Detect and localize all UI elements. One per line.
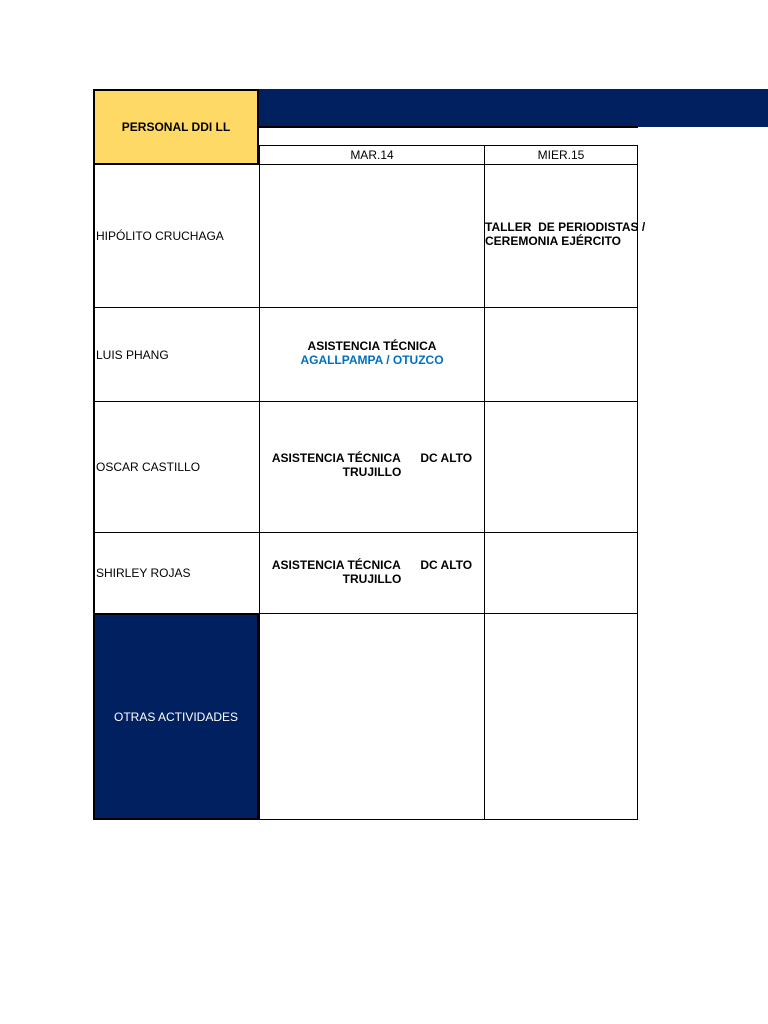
activity-cell-oscar-mier15 <box>484 401 638 533</box>
activity-location: AGALLPAMPA / OTUZCO <box>300 353 444 367</box>
activity-cell-hipolito-mar14 <box>259 164 485 308</box>
activity-line: TRUJILLO <box>342 572 402 586</box>
name-label: HIPÓLITO CRUCHAGA <box>96 229 224 243</box>
name-cell-luis <box>93 307 260 402</box>
name-label: SHIRLEY ROJAS <box>96 566 191 580</box>
activity-cell-hipolito-mier15 <box>484 164 646 308</box>
header-underline <box>259 126 638 128</box>
header-banner <box>259 89 768 127</box>
activity-text <box>260 451 484 479</box>
date-label-mar14: MAR.14 <box>350 148 394 162</box>
date-label-mier15: MIER.15 <box>537 148 585 162</box>
activity-line: CEREMONIA EJÉRCITO <box>485 234 622 248</box>
personal-header-label: PERSONAL DDI LL <box>121 120 231 134</box>
activity-cell-luis-mar14 <box>259 307 485 402</box>
other-activities-label: OTRAS ACTIVIDADES <box>113 709 239 724</box>
activity-line: ASISTENCIA TÉCNICA <box>307 339 437 353</box>
activity-line: ASISTENCIA TÉCNICA DC ALTO <box>271 558 473 572</box>
name-label: LUIS PHANG <box>96 347 169 362</box>
activity-cell-shirley-mar14 <box>259 532 485 614</box>
activity-line: ASISTENCIA TÉCNICA DC ALTO <box>271 451 473 465</box>
activity-line: TRUJILLO <box>342 465 402 479</box>
activity-text <box>260 339 484 367</box>
activity-text <box>485 220 645 248</box>
other-activities-cell <box>93 613 259 820</box>
date-header-mar14 <box>259 145 485 165</box>
activity-cell-other-mar14 <box>259 613 485 820</box>
activity-line: TALLER DE PERIODISTAS / <box>485 220 646 234</box>
name-cell-oscar <box>93 401 260 533</box>
activity-cell-other-mier15 <box>484 613 638 820</box>
name-cell-hipolito <box>93 164 260 308</box>
activity-text <box>260 558 484 586</box>
personal-header-cell <box>93 89 259 165</box>
date-header-mier15 <box>484 145 638 165</box>
activity-cell-shirley-mier15 <box>484 532 638 614</box>
activity-cell-luis-mier15 <box>484 307 638 402</box>
name-label: OSCAR CASTILLO <box>96 460 201 474</box>
name-cell-shirley <box>93 532 260 614</box>
activity-cell-oscar-mar14 <box>259 401 485 533</box>
